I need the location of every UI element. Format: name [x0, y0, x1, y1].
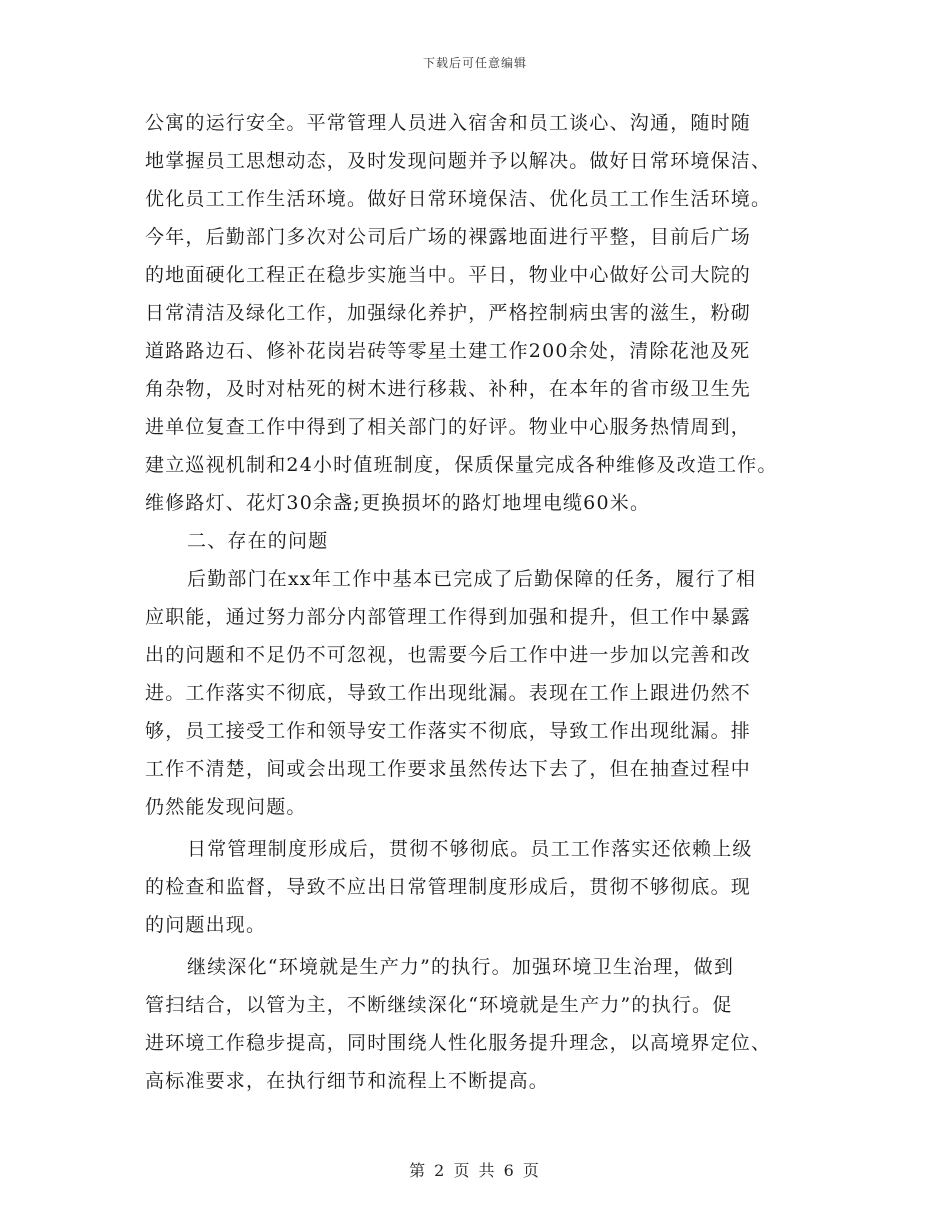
document-body — [145, 104, 815, 1100]
text-line: 够，员工接受工作和领导安工作落实不彻底，导致工作出现纰漏。排 — [145, 720, 752, 742]
text-line: 继续深化“环境就是生产力”的执行。加强环境卫生治理，做到 — [187, 956, 735, 978]
text-line: 进。工作落实不彻底，导致工作出现纰漏。表现在工作上跟进仍然不 — [145, 682, 752, 704]
paragraph — [145, 560, 815, 826]
text-line: 仍然能发现问题。 — [145, 796, 307, 818]
text-line: 公寓的运行安全。平常管理人员进入宿舍和员工谈心、沟通，随时随 — [145, 112, 752, 134]
text-line: 日常管理制度形成后，贯彻不够彻底。员工工作落实还依赖上级 — [187, 838, 753, 860]
text-line: 管扫结合，以管为主，不断继续深化“环境就是生产力”的执行。促 — [145, 994, 733, 1016]
paragraph — [145, 104, 815, 522]
text-line: 应职能，通过努力部分内部管理工作得到加强和提升，但工作中暴露 — [145, 606, 752, 628]
text-line: 维修路灯、花灯30余盏;更换损坏的路灯地埋电缆60米。 — [145, 492, 651, 514]
paragraph — [145, 948, 815, 1100]
text-line: 日常清洁及绿化工作，加强绿化养护，严格控制病虫害的滋生，粉砌 — [145, 302, 752, 324]
text-line: 工作不清楚，间或会出现工作要求虽然传达下去了，但在抽查过程中 — [145, 758, 752, 780]
page-number-footer: 第 2 页 共 6 页 — [409, 1161, 541, 1180]
text-line: 的地面硬化工程正在稳步实施当中。平日，物业中心做好公司大院的 — [145, 264, 752, 286]
text-line: 高标准要求，在执行细节和流程上不断提高。 — [145, 1070, 550, 1092]
section-heading — [145, 522, 815, 560]
heading-text: 二、存在的问题 — [187, 530, 329, 552]
text-line: 地掌握员工思想动态，及时发现问题并予以解决。做好日常环境保洁、 — [145, 150, 772, 172]
text-line: 角杂物，及时对枯死的树木进行移栽、补种，在本年的省市级卫生先 — [145, 378, 752, 400]
text-line: 的检查和监督，导致不应出日常管理制度形成后，贯彻不够彻底。现 — [145, 876, 752, 898]
text-line: 优化员工工作生活环境。做好日常环境保洁、优化员工工作生活环境。 — [145, 188, 772, 210]
page-header: 下载后可任意编辑 — [422, 56, 527, 70]
text-line: 出的问题和不足仍不可忽视，也需要今后工作中进一步加以完善和改 — [145, 644, 752, 666]
text-line: 的问题出现。 — [145, 914, 267, 936]
paragraph — [145, 830, 815, 944]
text-line: 建立巡视机制和24小时值班制度，保质保量完成各种维修及改造工作。 — [145, 454, 778, 476]
text-line: 进单位复查工作中得到了相关部门的好评。物业中心服务热情周到， — [145, 416, 752, 438]
text-line: 道路路边石、修补花岗岩砖等零星土建工作200余处，清除花池及死 — [145, 340, 751, 362]
text-line: 后勤部门在xx年工作中基本已完成了后勤保障的任务，履行了相 — [187, 568, 757, 590]
text-line: 今年，后勤部门多次对公司后广场的裸露地面进行平整，目前后广场 — [145, 226, 752, 248]
text-line: 进环境工作稳步提高，同时围绕人性化服务提升理念，以高境界定位、 — [145, 1032, 772, 1054]
